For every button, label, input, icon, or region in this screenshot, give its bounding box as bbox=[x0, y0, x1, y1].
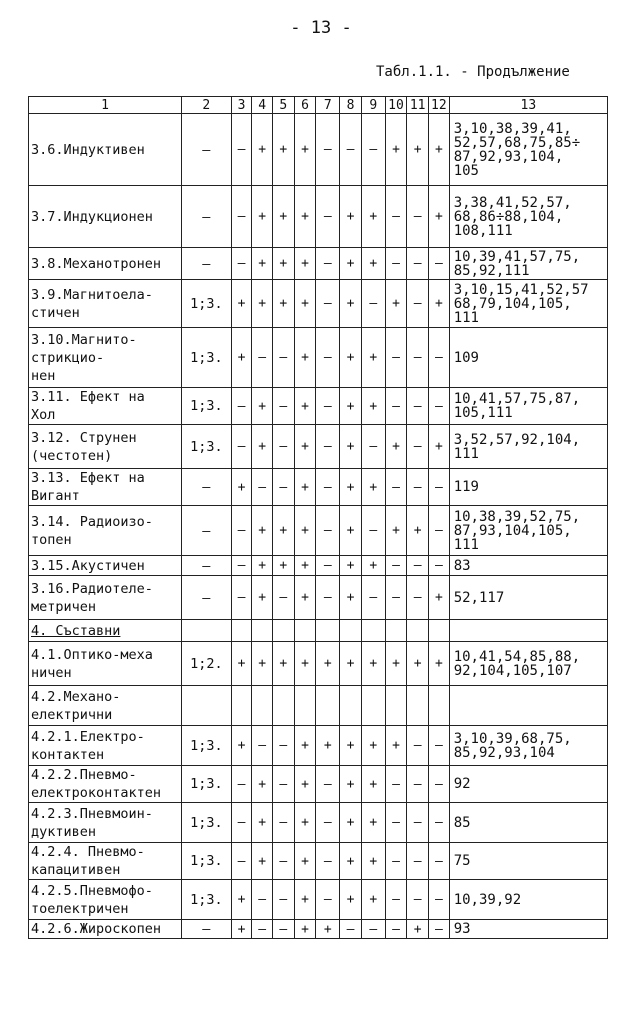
row-name: 3.12. Струнен (честотен) bbox=[29, 425, 182, 469]
references-cell bbox=[449, 620, 607, 642]
column-header: 3 bbox=[231, 97, 252, 114]
column-header: 5 bbox=[272, 97, 294, 114]
mark-cell: – bbox=[407, 726, 429, 766]
column-header: 12 bbox=[429, 97, 450, 114]
table-row bbox=[29, 425, 608, 469]
mark-cell: + bbox=[385, 425, 407, 469]
mark-cell: + bbox=[252, 388, 273, 425]
column-header: 9 bbox=[361, 97, 385, 114]
method-cell: 1;3. bbox=[182, 843, 232, 880]
row-name: 3.13. Ефект на Вигант bbox=[29, 469, 182, 506]
method-cell: 1;2. bbox=[182, 642, 232, 686]
method-cell: – bbox=[182, 576, 232, 620]
mark-cell: – bbox=[429, 726, 450, 766]
mark-cell: – bbox=[316, 114, 340, 186]
mark-cell: – bbox=[361, 576, 385, 620]
mark-cell: – bbox=[385, 328, 407, 388]
mark-cell: – bbox=[407, 248, 429, 280]
row-name: 4.2.2.Пневмо- електроконтактен bbox=[29, 766, 182, 803]
mark-cell: – bbox=[316, 186, 340, 248]
mark-cell: + bbox=[252, 114, 273, 186]
mark-cell: – bbox=[316, 843, 340, 880]
mark-cell: + bbox=[272, 114, 294, 186]
mark-cell: + bbox=[316, 726, 340, 766]
mark-cell: + bbox=[294, 920, 316, 939]
mark-cell bbox=[340, 620, 362, 642]
row-name: 3.16.Радиотеле- метричен bbox=[29, 576, 182, 620]
row-name: 4.2.1.Електро- контактен bbox=[29, 726, 182, 766]
mark-cell: + bbox=[294, 469, 316, 506]
mark-cell: + bbox=[429, 425, 450, 469]
mark-cell: – bbox=[316, 556, 340, 576]
mark-cell bbox=[316, 686, 340, 726]
mark-cell: + bbox=[294, 576, 316, 620]
mark-cell: + bbox=[385, 114, 407, 186]
mark-cell: + bbox=[294, 803, 316, 843]
references-cell: 10,39,41,57,75, 85,92,111 bbox=[449, 248, 607, 280]
mark-cell: + bbox=[429, 280, 450, 328]
table-row bbox=[29, 328, 608, 388]
mark-cell bbox=[252, 620, 273, 642]
mark-cell: + bbox=[294, 506, 316, 556]
mark-cell bbox=[272, 620, 294, 642]
mark-cell: – bbox=[272, 920, 294, 939]
mark-cell: – bbox=[429, 803, 450, 843]
table-row bbox=[29, 388, 608, 425]
mark-cell: + bbox=[361, 803, 385, 843]
mark-cell bbox=[429, 620, 450, 642]
mark-cell: + bbox=[272, 248, 294, 280]
mark-cell: – bbox=[272, 880, 294, 920]
mark-cell: – bbox=[231, 425, 252, 469]
mark-cell: – bbox=[361, 920, 385, 939]
mark-cell: + bbox=[231, 280, 252, 328]
row-name: 3.11. Ефект на Хол bbox=[29, 388, 182, 425]
mark-cell: + bbox=[340, 388, 362, 425]
mark-cell: – bbox=[231, 766, 252, 803]
row-name: 3.8.Механотронен bbox=[29, 248, 182, 280]
mark-cell: + bbox=[294, 388, 316, 425]
mark-cell: + bbox=[385, 726, 407, 766]
method-cell: 1;3. bbox=[182, 280, 232, 328]
mark-cell: – bbox=[316, 425, 340, 469]
method-cell: 1;3. bbox=[182, 880, 232, 920]
mark-cell: – bbox=[385, 186, 407, 248]
mark-cell: + bbox=[429, 114, 450, 186]
mark-cell: – bbox=[272, 576, 294, 620]
references-cell: 10,41,57,75,87, 105,111 bbox=[449, 388, 607, 425]
mark-cell: + bbox=[231, 880, 252, 920]
mark-cell: – bbox=[429, 843, 450, 880]
mark-cell: + bbox=[252, 766, 273, 803]
row-name: 4.2.6.Жироскопен bbox=[29, 920, 182, 939]
mark-cell bbox=[361, 686, 385, 726]
mark-cell: + bbox=[252, 843, 273, 880]
mark-cell: – bbox=[385, 843, 407, 880]
references-cell: 3,10,39,68,75, 85,92,93,104 bbox=[449, 726, 607, 766]
mark-cell: – bbox=[231, 506, 252, 556]
mark-cell: – bbox=[385, 880, 407, 920]
mark-cell: – bbox=[429, 328, 450, 388]
table-row bbox=[29, 186, 608, 248]
mark-cell: + bbox=[340, 803, 362, 843]
mark-cell: – bbox=[340, 114, 362, 186]
mark-cell: – bbox=[429, 556, 450, 576]
method-cell: 1;3. bbox=[182, 425, 232, 469]
mark-cell: + bbox=[429, 576, 450, 620]
mark-cell: – bbox=[429, 766, 450, 803]
column-header: 4 bbox=[252, 97, 273, 114]
references-cell: 109 bbox=[449, 328, 607, 388]
method-cell: 1;3. bbox=[182, 726, 232, 766]
mark-cell: + bbox=[231, 642, 252, 686]
mark-cell: + bbox=[361, 248, 385, 280]
mark-cell bbox=[407, 620, 429, 642]
mark-cell: + bbox=[429, 186, 450, 248]
column-header: 11 bbox=[407, 97, 429, 114]
mark-cell: – bbox=[385, 803, 407, 843]
row-name: 4.1.Оптико-меха ничен bbox=[29, 642, 182, 686]
mark-cell: – bbox=[231, 576, 252, 620]
mark-cell: + bbox=[340, 469, 362, 506]
mark-cell bbox=[385, 620, 407, 642]
mark-cell bbox=[294, 686, 316, 726]
table-row bbox=[29, 766, 608, 803]
table-row bbox=[29, 248, 608, 280]
mark-cell: – bbox=[252, 920, 273, 939]
mark-cell: + bbox=[361, 843, 385, 880]
mark-cell: – bbox=[361, 506, 385, 556]
column-header: 1 bbox=[29, 97, 182, 114]
mark-cell: + bbox=[340, 843, 362, 880]
mark-cell: + bbox=[252, 576, 273, 620]
mark-cell: + bbox=[361, 880, 385, 920]
mark-cell: + bbox=[252, 556, 273, 576]
mark-cell: – bbox=[252, 726, 273, 766]
mark-cell: + bbox=[272, 280, 294, 328]
row-name: 3.10.Магнито- стрикцио- нен bbox=[29, 328, 182, 388]
mark-cell bbox=[272, 686, 294, 726]
mark-cell: + bbox=[361, 186, 385, 248]
row-name: 3.14. Радиоизо- топен bbox=[29, 506, 182, 556]
mark-cell bbox=[294, 620, 316, 642]
mark-cell: + bbox=[294, 114, 316, 186]
mark-cell: – bbox=[407, 803, 429, 843]
mark-cell: – bbox=[316, 766, 340, 803]
mark-cell: – bbox=[252, 469, 273, 506]
mark-cell: – bbox=[407, 576, 429, 620]
references-cell: 3,52,57,92,104, 111 bbox=[449, 425, 607, 469]
mark-cell: + bbox=[340, 576, 362, 620]
references-cell: 3,10,15,41,52,57 68,79,104,105, 111 bbox=[449, 280, 607, 328]
table-row bbox=[29, 620, 608, 642]
mark-cell: + bbox=[252, 506, 273, 556]
mark-cell: – bbox=[407, 843, 429, 880]
mark-cell: + bbox=[340, 248, 362, 280]
mark-cell: + bbox=[294, 766, 316, 803]
mark-cell: – bbox=[385, 920, 407, 939]
mark-cell: – bbox=[316, 388, 340, 425]
references-cell: 93 bbox=[449, 920, 607, 939]
table-caption: Табл.1.1. - Продължение bbox=[376, 64, 570, 80]
mark-cell: – bbox=[340, 920, 362, 939]
mark-cell: – bbox=[316, 506, 340, 556]
mark-cell bbox=[252, 686, 273, 726]
method-cell: 1;3. bbox=[182, 803, 232, 843]
mark-cell: – bbox=[272, 388, 294, 425]
table-row bbox=[29, 843, 608, 880]
mark-cell: – bbox=[316, 880, 340, 920]
mark-cell: + bbox=[361, 726, 385, 766]
mark-cell: + bbox=[252, 642, 273, 686]
method-cell: – bbox=[182, 920, 232, 939]
method-cell: – bbox=[182, 186, 232, 248]
method-cell: – bbox=[182, 114, 232, 186]
method-cell: 1;3. bbox=[182, 766, 232, 803]
mark-cell: + bbox=[340, 642, 362, 686]
table-row bbox=[29, 280, 608, 328]
mark-cell: – bbox=[272, 469, 294, 506]
mark-cell bbox=[316, 620, 340, 642]
references-cell: 119 bbox=[449, 469, 607, 506]
row-name: 3.6.Индуктивен bbox=[29, 114, 182, 186]
mark-cell bbox=[231, 620, 252, 642]
mark-cell: + bbox=[340, 328, 362, 388]
mark-cell: – bbox=[316, 280, 340, 328]
mark-cell: – bbox=[385, 766, 407, 803]
mark-cell: + bbox=[407, 114, 429, 186]
mark-cell: + bbox=[385, 280, 407, 328]
row-name: 4.2.3.Пневмоин- дуктивен bbox=[29, 803, 182, 843]
mark-cell: + bbox=[231, 726, 252, 766]
mark-cell: + bbox=[340, 766, 362, 803]
references-cell: 3,38,41,52,57, 68,86÷88,104, 108,111 bbox=[449, 186, 607, 248]
data-table bbox=[28, 96, 608, 939]
mark-cell: + bbox=[272, 556, 294, 576]
table-row bbox=[29, 576, 608, 620]
mark-cell: – bbox=[316, 248, 340, 280]
table-row bbox=[29, 556, 608, 576]
mark-cell: – bbox=[272, 425, 294, 469]
column-header: 10 bbox=[385, 97, 407, 114]
mark-cell bbox=[340, 686, 362, 726]
mark-cell: + bbox=[252, 248, 273, 280]
mark-cell bbox=[361, 620, 385, 642]
mark-cell: + bbox=[361, 388, 385, 425]
mark-cell: + bbox=[316, 642, 340, 686]
mark-cell: + bbox=[294, 726, 316, 766]
column-header: 6 bbox=[294, 97, 316, 114]
mark-cell: + bbox=[407, 506, 429, 556]
mark-cell: – bbox=[361, 280, 385, 328]
mark-cell: – bbox=[407, 556, 429, 576]
mark-cell: – bbox=[429, 506, 450, 556]
mark-cell: – bbox=[361, 425, 385, 469]
row-name: 3.15.Акустичен bbox=[29, 556, 182, 576]
references-cell: 10,41,54,85,88, 92,104,105,107 bbox=[449, 642, 607, 686]
mark-cell bbox=[407, 686, 429, 726]
mark-cell: – bbox=[316, 469, 340, 506]
mark-cell: – bbox=[272, 726, 294, 766]
table-row bbox=[29, 920, 608, 939]
mark-cell: + bbox=[231, 469, 252, 506]
mark-cell: – bbox=[407, 328, 429, 388]
mark-cell: – bbox=[231, 388, 252, 425]
mark-cell: + bbox=[294, 186, 316, 248]
mark-cell: – bbox=[272, 843, 294, 880]
mark-cell: – bbox=[407, 766, 429, 803]
mark-cell: – bbox=[429, 920, 450, 939]
mark-cell: – bbox=[407, 388, 429, 425]
mark-cell: + bbox=[231, 328, 252, 388]
mark-cell: + bbox=[340, 425, 362, 469]
references-cell: 52,117 bbox=[449, 576, 607, 620]
row-name: 4.2.Механо- електрични bbox=[29, 686, 182, 726]
mark-cell: – bbox=[231, 843, 252, 880]
mark-cell: + bbox=[361, 469, 385, 506]
mark-cell: – bbox=[252, 880, 273, 920]
references-cell: 10,39,92 bbox=[449, 880, 607, 920]
mark-cell: + bbox=[340, 556, 362, 576]
mark-cell: + bbox=[340, 280, 362, 328]
method-cell: 1;3. bbox=[182, 388, 232, 425]
references-cell: 85 bbox=[449, 803, 607, 843]
mark-cell: – bbox=[429, 248, 450, 280]
mark-cell: + bbox=[361, 556, 385, 576]
mark-cell: – bbox=[385, 248, 407, 280]
mark-cell: + bbox=[361, 766, 385, 803]
mark-cell: – bbox=[272, 803, 294, 843]
table-row bbox=[29, 114, 608, 186]
mark-cell: + bbox=[252, 186, 273, 248]
mark-cell: + bbox=[294, 425, 316, 469]
mark-cell: – bbox=[407, 425, 429, 469]
row-name: 4.2.5.Пневмофо- тоелектричен bbox=[29, 880, 182, 920]
mark-cell: – bbox=[316, 576, 340, 620]
column-header: 7 bbox=[316, 97, 340, 114]
method-cell bbox=[182, 620, 232, 642]
mark-cell: + bbox=[272, 506, 294, 556]
method-cell: – bbox=[182, 506, 232, 556]
references-cell: 75 bbox=[449, 843, 607, 880]
mark-cell: + bbox=[252, 280, 273, 328]
references-cell: 3,10,38,39,41, 52,57,68,75,85÷ 87,92,93,104, 105 bbox=[449, 114, 607, 186]
references-cell: 10,38,39,52,75, 87,93,104,105, 111 bbox=[449, 506, 607, 556]
mark-cell: – bbox=[316, 328, 340, 388]
mark-cell: – bbox=[407, 880, 429, 920]
mark-cell: – bbox=[407, 280, 429, 328]
mark-cell: + bbox=[340, 726, 362, 766]
table-row bbox=[29, 726, 608, 766]
header-row bbox=[29, 97, 608, 114]
mark-cell: + bbox=[340, 186, 362, 248]
mark-cell: – bbox=[361, 114, 385, 186]
mark-cell: + bbox=[407, 920, 429, 939]
mark-cell: – bbox=[385, 556, 407, 576]
mark-cell: – bbox=[231, 114, 252, 186]
column-header: 8 bbox=[340, 97, 362, 114]
method-cell bbox=[182, 686, 232, 726]
mark-cell: – bbox=[252, 328, 273, 388]
table-row bbox=[29, 686, 608, 726]
mark-cell: – bbox=[385, 469, 407, 506]
mark-cell: – bbox=[385, 388, 407, 425]
mark-cell: + bbox=[361, 642, 385, 686]
table-row bbox=[29, 642, 608, 686]
mark-cell: + bbox=[340, 880, 362, 920]
mark-cell: + bbox=[252, 803, 273, 843]
references-cell: 92 bbox=[449, 766, 607, 803]
row-name: 4. Съставни bbox=[29, 620, 182, 642]
mark-cell: + bbox=[385, 642, 407, 686]
mark-cell: + bbox=[231, 920, 252, 939]
mark-cell bbox=[429, 686, 450, 726]
mark-cell: – bbox=[429, 469, 450, 506]
mark-cell: – bbox=[385, 576, 407, 620]
references-cell: 83 bbox=[449, 556, 607, 576]
mark-cell: + bbox=[361, 328, 385, 388]
mark-cell: + bbox=[294, 248, 316, 280]
mark-cell: – bbox=[272, 766, 294, 803]
mark-cell: + bbox=[294, 280, 316, 328]
mark-cell: + bbox=[294, 843, 316, 880]
mark-cell: + bbox=[340, 506, 362, 556]
mark-cell: – bbox=[272, 328, 294, 388]
mark-cell: – bbox=[231, 186, 252, 248]
mark-cell: – bbox=[407, 469, 429, 506]
method-cell: – bbox=[182, 248, 232, 280]
mark-cell: + bbox=[294, 328, 316, 388]
mark-cell: – bbox=[231, 248, 252, 280]
mark-cell: + bbox=[385, 506, 407, 556]
table-row bbox=[29, 803, 608, 843]
mark-cell: – bbox=[429, 880, 450, 920]
mark-cell: – bbox=[316, 803, 340, 843]
column-header: 13 bbox=[449, 97, 607, 114]
column-header: 2 bbox=[182, 97, 232, 114]
table-row bbox=[29, 880, 608, 920]
mark-cell: + bbox=[429, 642, 450, 686]
mark-cell: + bbox=[294, 880, 316, 920]
page-number: - 13 - bbox=[290, 18, 352, 38]
mark-cell: – bbox=[429, 388, 450, 425]
mark-cell bbox=[231, 686, 252, 726]
mark-cell: + bbox=[407, 642, 429, 686]
mark-cell: – bbox=[231, 556, 252, 576]
row-name: 4.2.4. Пневмо- капацитивен bbox=[29, 843, 182, 880]
method-cell: – bbox=[182, 469, 232, 506]
mark-cell: + bbox=[316, 920, 340, 939]
mark-cell: – bbox=[231, 803, 252, 843]
table-row bbox=[29, 506, 608, 556]
mark-cell: + bbox=[272, 186, 294, 248]
mark-cell: + bbox=[294, 556, 316, 576]
table-row bbox=[29, 469, 608, 506]
mark-cell: + bbox=[272, 642, 294, 686]
mark-cell: + bbox=[294, 642, 316, 686]
mark-cell: + bbox=[252, 425, 273, 469]
method-cell: 1;3. bbox=[182, 328, 232, 388]
row-name: 3.9.Магнитоела- стичен bbox=[29, 280, 182, 328]
mark-cell bbox=[385, 686, 407, 726]
mark-cell: – bbox=[407, 186, 429, 248]
references-cell bbox=[449, 686, 607, 726]
method-cell: – bbox=[182, 556, 232, 576]
row-name: 3.7.Индукционен bbox=[29, 186, 182, 248]
